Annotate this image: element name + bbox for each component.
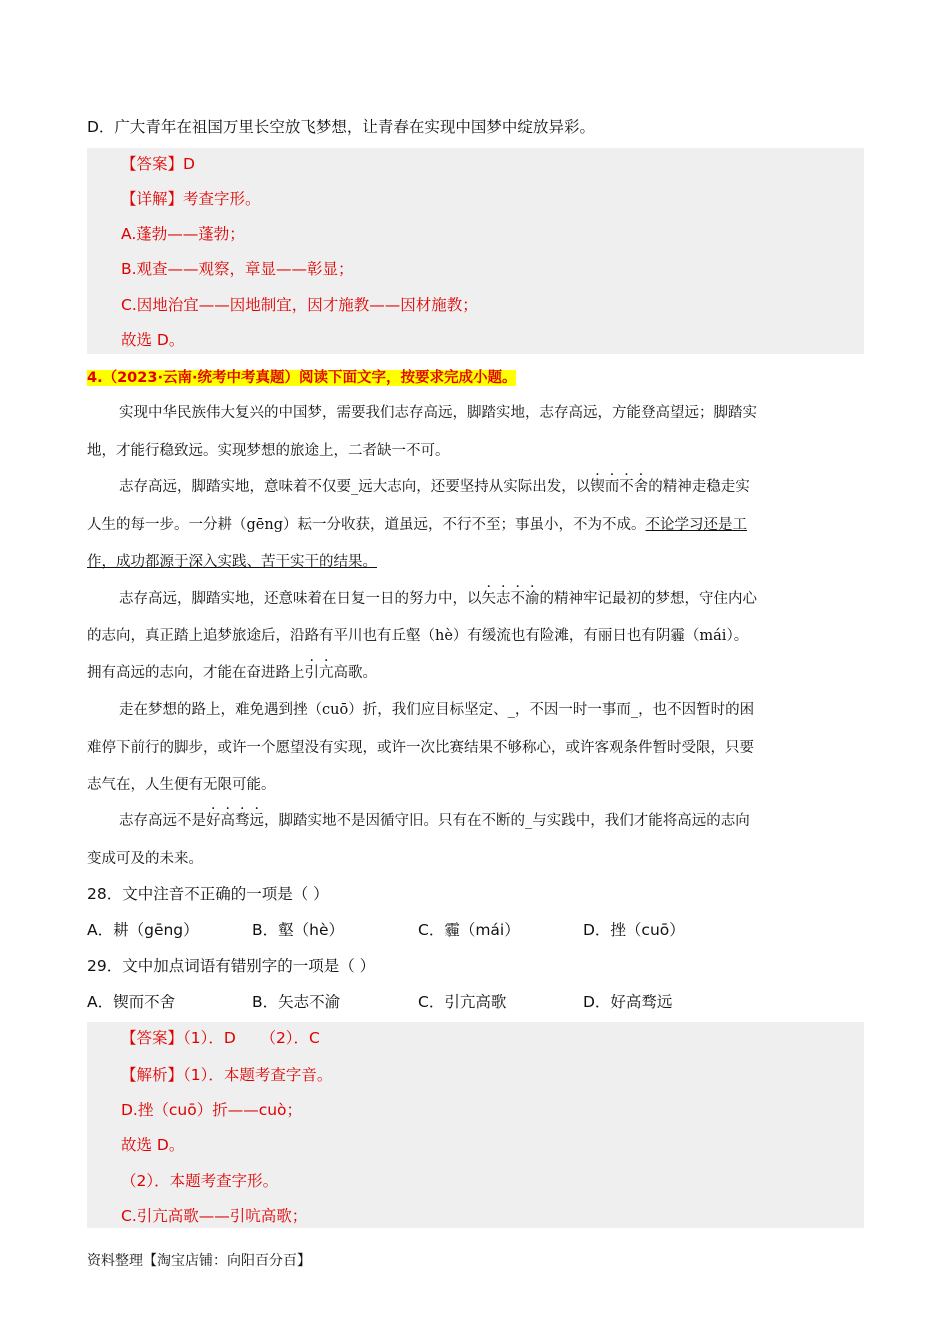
explain-item-a: A.蓬勃——蓬勃；: [121, 225, 245, 243]
analysis-label: 【解析】: [121, 1066, 184, 1084]
dotted-char: 不: [510, 591, 525, 607]
analysis-line: [121, 1064, 332, 1086]
answer-value: （1）．D （2）．C: [183, 1029, 320, 1047]
explain-conclusion: 故选 D。: [121, 331, 185, 349]
answer-value: D: [183, 155, 195, 173]
explain-item-c: C.因地治宜——因地制宜，因才施教——因材施教；: [121, 296, 478, 314]
q29-option-a[interactable]: A．锲而不舍: [87, 993, 176, 1011]
analysis-conclusion-1: 故选 D。: [121, 1136, 185, 1154]
analysis-text: （1）．本题考查字音。: [183, 1066, 333, 1084]
dotted-char: 引: [304, 665, 319, 681]
dotted-char: 舍: [633, 479, 649, 495]
question-4-title: 4.（2023·云南·统考中考真题）阅读下面文字，按要求完成小题。: [87, 370, 517, 386]
passage-p1-line2: 地，才能行稳致远。实现梦想的旅途上，二者缺一不可。: [87, 443, 450, 459]
dotted-char: 而: [604, 479, 620, 495]
dotted-char: 亢: [319, 665, 334, 681]
q29-option-b[interactable]: B．矢志不渝: [252, 993, 341, 1011]
answer-line-2: [121, 1027, 320, 1049]
passage-p5-line2: 变成可及的未来。: [87, 851, 203, 867]
q28-option-c[interactable]: C．霾（mái）: [418, 921, 520, 939]
answer-line-1: [121, 153, 195, 175]
dotted-char: 渝: [525, 591, 540, 607]
explain-line: [121, 188, 261, 210]
underlined-sentence: 不论学习还是工: [645, 517, 747, 533]
dotted-char: 高: [220, 813, 235, 829]
analysis-item-1: D.挫（cuō）折——cuò；: [121, 1101, 303, 1119]
option-d-line: D．广大青年在祖国万里长空放飞梦想，让青春在实现中国梦中绽放异彩。: [87, 118, 595, 136]
dotted-char: 好: [206, 813, 221, 829]
answer-label: 【答案】: [121, 1029, 184, 1047]
page-footer: 资料整理【淘宝店铺：向阳百分百】: [87, 1253, 311, 1269]
dotted-char: 不: [619, 479, 634, 495]
q29-option-d[interactable]: D．好高骛远: [583, 993, 673, 1011]
question-28-stem: 28．文中注音不正确的一项是（ ）: [87, 885, 329, 903]
answer-box-2: [87, 1022, 864, 1228]
analysis-part-2: （2）．本题考查字形。: [121, 1172, 279, 1190]
q29-option-c[interactable]: C．引亢高歌: [418, 993, 507, 1011]
q28-option-d[interactable]: D．挫（cuō）: [583, 921, 685, 939]
q28-option-a[interactable]: A．耕（gēng）: [87, 921, 199, 939]
answer-box-1: [87, 148, 864, 354]
passage-p4-line3: 志气在，人生便有无限可能。: [87, 777, 276, 793]
passage-p2-line3: [87, 551, 377, 573]
analysis-item-2: C.引亢高歌——引吭高歌；: [121, 1207, 308, 1225]
passage-p4-line2: 难停下前行的脚步，或许一个愿望没有实现，或许一次比赛结果不够称心，或许客观条件暂时受限，只要: [87, 740, 754, 756]
passage-p3-line1: 志存高远，脚踏实地，还意味着在日复一日的努力中，以矢志不渝的精神牢记最初的梦想，守住内心: [119, 591, 757, 607]
question-29-stem: 29．文中加点词语有错别字的一项是（ ）: [87, 957, 376, 975]
dotted-char: 骛: [235, 813, 250, 829]
explain-text: 考查字形。: [183, 190, 261, 208]
underlined-sentence: 作，成功都源于深入实践、苦干实干的结果。: [87, 554, 377, 570]
passage-p1-line1: 实现中华民族伟大复兴的中国梦，需要我们志存高远，脚踏实地，志存高远，方能登高望远；脚踏实: [119, 405, 757, 421]
explain-label: 【详解】: [121, 190, 184, 208]
passage-p5-line1: 志存高远不是好高骛远，脚踏实地不是因循守旧。只有在不断的_与实践中，我们才能将高远的志向: [119, 813, 750, 829]
passage-p2-line1: 志存高远，脚踏实地，意味着不仅要_远大志向，还要坚持从实际出发，以锲而不舍的精神走稳走实: [119, 479, 750, 495]
dotted-char: 志: [496, 591, 511, 607]
passage-p4-line1: 走在梦想的路上，难免遇到挫（cuō）折，我们应目标坚定、_，不因一时一事而_，也不因暂时的困: [119, 702, 755, 718]
passage-p2-line2: 人生的每一步。一分耕（gēng）耘一分收获，道虽远，不行不至；事虽小，不为不成。不论学习还是工: [87, 517, 747, 533]
q28-option-b[interactable]: B．壑（hè）: [252, 921, 344, 939]
passage-p3-line2: 的志向，真正踏上追梦旅途后，沿路有平川也有丘壑（hè）有缓流也有险滩，有丽日也有阴霾（mái）。: [87, 628, 749, 644]
dotted-char: 矢: [481, 591, 496, 607]
answer-label: 【答案】: [121, 155, 184, 173]
dotted-char: 远: [249, 813, 264, 829]
passage-p3-line3: 拥有高远的志向，才能在奋进路上引亢高歌。: [87, 665, 377, 681]
dotted-char: 锲: [590, 479, 605, 495]
explain-item-b: B.观查——观察，章显——彰显；: [121, 260, 354, 278]
